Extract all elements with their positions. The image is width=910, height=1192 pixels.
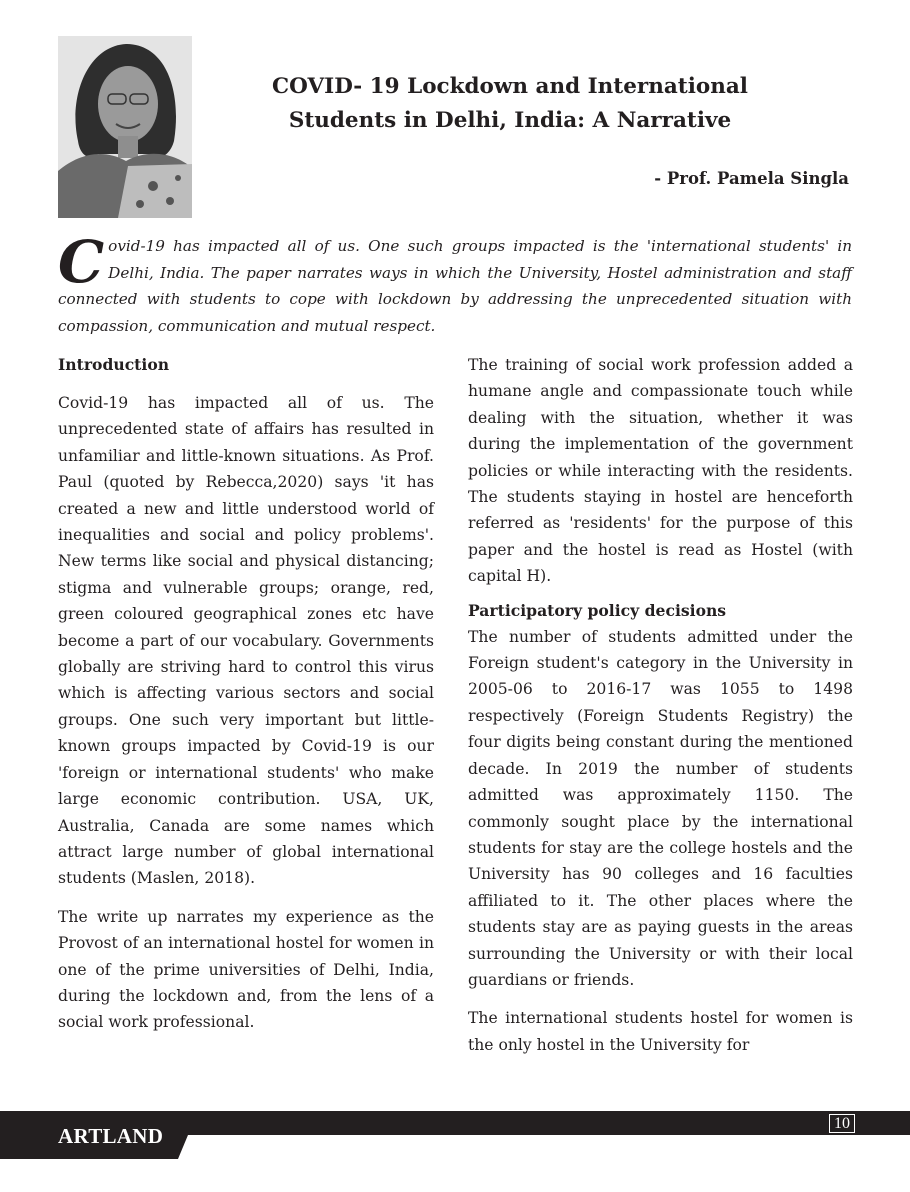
drop-cap: C bbox=[58, 228, 105, 296]
paragraph: Covid-19 has impacted all of us. The unprecedented state of affairs has resulted in unfamiliar and little-known situations. As Prof. Paul (quoted by Rebecca,2020) says 'it has created a new and little understood world of inequalities and social and policy problems'. New terms like social and physical distancing; stigma and vulnerable groups; orange, red, green coloured geographical zones etc have become a part of our vocabulary. Governments globally are striving hard to control this virus which is affecting various sectors and social groups. One such very important but little-known groups impacted by Covid-19 is our 'foreign or international students' who make large economic contribution. USA, UK, Australia, Canada are some names which attract large number of global international students (Maslen, 2018). bbox=[58, 394, 434, 888]
paragraph: The training of social work profession added a humane angle and compassionate touch while dealing with the situation, whether it was during the implementation of the government policies or while interacting with the residents. The students staying in hostel are henceforth referred as 'residents' for the purpose of this paper and the hostel is read as Hostel (with capital H). bbox=[468, 356, 853, 586]
paragraph: The write up narrates my experience as the Provost of an international hostel for women in one of the prime universities of Delhi, India, during the lockdown and, from the lens of a social work professional. bbox=[58, 907, 434, 1032]
left-column bbox=[58, 352, 434, 1036]
title-line-1: COVID- 19 Lockdown and International bbox=[272, 74, 748, 99]
right-column bbox=[468, 352, 853, 1058]
article-title bbox=[230, 70, 790, 138]
abstract-text: ovid-19 has impacted all of us. One such groups impacted is the 'international students' in Delhi, India. The paper narrates ways in which the University, Hostel administration and staff connected with students to cope with lockdown by addressing the unprecedented situation with compassion, communication and mutual respect. bbox=[58, 237, 852, 335]
publication-brand: ARTLAND bbox=[58, 1124, 164, 1148]
section-heading-introduction: Introduction bbox=[58, 355, 170, 374]
page-number: 10 bbox=[829, 1114, 855, 1133]
section-heading-participatory: Participatory policy decisions bbox=[468, 600, 727, 620]
portrait-illustration bbox=[58, 36, 192, 218]
paragraph: The number of students admitted under the Foreign student's category in the University in 2005-06 to 2016-17 was 1055 to 1498 respectively (Foreign Students Registry) the four digits being constant during the mentioned decade. In 2019 the number of students admitted was approximately 1150. The commonly sought place by the international students for stay are the college hostels and the University has 90 colleges and 16 faculties affiliated to it. The other places where the students stay are as paying guests in the areas surrounding the University or with their local guardians or friends. bbox=[468, 627, 853, 989]
title-line-2: Students in Delhi, India: A Narrative bbox=[288, 108, 732, 133]
author-byline: - Prof. Pamela Singla bbox=[654, 169, 849, 188]
abstract bbox=[58, 228, 852, 339]
paragraph: The international students hostel for women is the only hostel in the University for bbox=[468, 1009, 853, 1054]
author-photo bbox=[58, 36, 192, 218]
